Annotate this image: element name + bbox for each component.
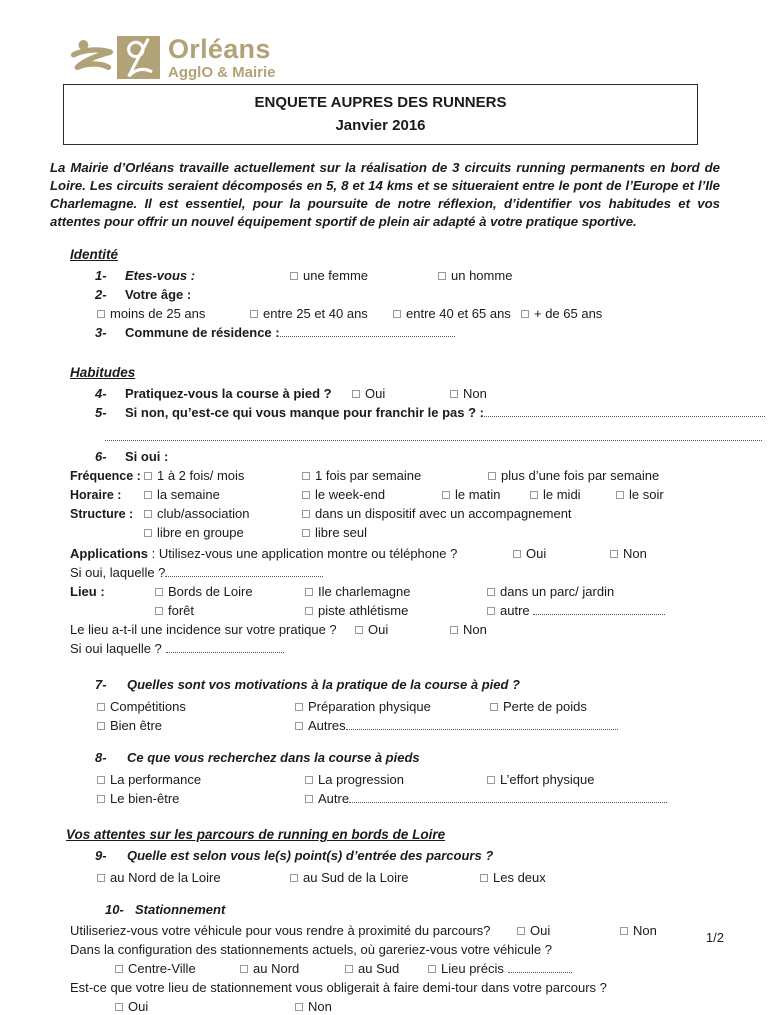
checkbox-competitions[interactable] (97, 703, 105, 711)
option-la-progression: La progression (305, 772, 487, 788)
option-parc-jardin: dans un parc/ jardin (487, 584, 614, 600)
checkbox-incidence-oui[interactable] (355, 626, 363, 634)
answer-line-application[interactable] (165, 567, 323, 577)
option-incidence-non: Non (450, 622, 487, 638)
option-25-40: entre 25 et 40 ans (250, 306, 393, 322)
checkbox-demitour-oui[interactable] (115, 1003, 123, 1011)
option-ile-charlemagne: Ile charlemagne (305, 584, 487, 600)
option-centre-ville: Centre-Ville (115, 961, 240, 977)
frequence-label: Fréquence : (70, 469, 141, 483)
question-5 (95, 405, 720, 421)
question-4 (95, 386, 720, 402)
option-vehicule-non: Non (620, 923, 657, 939)
agglo-swoosh-icon (70, 36, 113, 79)
checkbox-au-nord[interactable] (240, 965, 248, 973)
checkbox-incidence-non[interactable] (450, 626, 458, 634)
checkbox-libre-seul[interactable] (302, 529, 310, 537)
question-8 (95, 750, 720, 766)
option-lieu-precis: Lieu précis (428, 961, 572, 977)
checkbox-sud-loire[interactable] (290, 874, 298, 882)
checkbox-la-performance[interactable] (97, 776, 105, 784)
question-8-options-1 (97, 772, 720, 788)
question-number: 6- (95, 449, 107, 464)
option-une-femme: une femme (290, 268, 438, 284)
title-box (63, 84, 698, 145)
option-bien-etre: Bien être (97, 718, 295, 734)
option-plus-65: + de 65 ans (521, 306, 602, 322)
option-incidence-oui: Oui (355, 622, 450, 638)
option-au-sud: au Sud (345, 961, 428, 977)
checkbox-vehicule-oui[interactable] (517, 927, 525, 935)
checkbox-25-40[interactable] (250, 310, 258, 318)
option-plus-1-fois-semaine: plus d’une fois par semaine (488, 468, 659, 484)
checkbox-lieu-precis[interactable] (428, 965, 436, 973)
incidence-question: Le lieu a-t-il une incidence sur votre pratique ? (70, 622, 337, 637)
option-libre-groupe: libre en groupe (144, 525, 302, 541)
checkbox-app-non[interactable] (610, 550, 618, 558)
option-autre-lieu: autre (487, 603, 665, 619)
checkbox-moins-25[interactable] (97, 310, 105, 318)
option-dispositif: dans un dispositif avec un accompagnement (302, 506, 572, 522)
applications-followup (70, 565, 720, 581)
checkbox-le-bien-etre[interactable] (97, 795, 105, 803)
checkbox-bien-etre[interactable] (97, 722, 105, 730)
demitour-question-row (70, 980, 720, 996)
question-label: Stationnement (135, 902, 226, 917)
option-demitour-oui: Oui (115, 999, 295, 1015)
question-7-options-2 (97, 718, 720, 734)
horaire-label: Horaire : (70, 488, 122, 502)
applications-row (70, 546, 720, 562)
checkbox-au-sud[interactable] (345, 965, 353, 973)
question-1 (95, 268, 720, 284)
checkbox-preparation-physique[interactable] (295, 703, 303, 711)
checkbox-le-midi[interactable] (530, 491, 538, 499)
structure-label: Structure : (70, 507, 134, 521)
checkbox-ile-charlemagne[interactable] (305, 588, 313, 596)
option-bords-de-loire: Bords de Loire (155, 584, 305, 600)
survey-title: ENQUETE AUPRES DES RUNNERS (254, 94, 507, 111)
option-oui: Oui (352, 386, 450, 402)
checkbox-plus-65[interactable] (521, 310, 529, 318)
horaire-row (70, 487, 720, 503)
answer-line-autres-motivations[interactable] (346, 720, 618, 730)
option-au-nord: au Nord (240, 961, 345, 977)
demitour-question: Est-ce que votre lieu de stationnement vous obligerait à faire demi-tour dans votre parcours ? (70, 980, 607, 995)
vehicule-row (70, 923, 720, 939)
checkbox-nord-loire[interactable] (97, 874, 105, 882)
question-label: Si non, qu’est-ce qui vous manque pour franchir le pas ? : (125, 405, 484, 420)
structure-row-1 (70, 506, 720, 522)
question-number: 5- (95, 405, 107, 420)
checkbox-autre-lieu[interactable] (487, 607, 495, 615)
checkbox-vehicule-non[interactable] (620, 927, 628, 935)
structure-row-2 (70, 525, 720, 541)
option-la-performance: La performance (97, 772, 305, 788)
option-la-semaine: la semaine (144, 487, 302, 503)
checkbox-perte-de-poids[interactable] (490, 703, 498, 711)
option-vehicule-oui: Oui (517, 923, 620, 939)
option-le-midi: le midi (530, 487, 616, 503)
option-nord-loire: au Nord de la Loire (97, 870, 290, 886)
option-moins-25: moins de 25 ans (97, 306, 250, 322)
checkbox-un-homme[interactable] (438, 272, 446, 280)
question-3 (95, 325, 720, 341)
config-question: Dans la configuration des stationnements actuels, où gareriez-vous votre véhicule ? (70, 942, 552, 957)
answer-line-franchir[interactable] (484, 407, 765, 417)
question-10 (105, 902, 720, 918)
option-un-homme: un homme (438, 268, 512, 284)
followup-label: Si oui, laquelle ? (70, 565, 166, 580)
answer-line-commune[interactable] (280, 327, 455, 337)
incidence-followup (70, 641, 720, 657)
checkbox-les-deux[interactable] (480, 874, 488, 882)
applications-question: Applications : Utilisez-vous une application montre ou téléphone ? (70, 546, 458, 561)
option-sud-loire: au Sud de la Loire (290, 870, 480, 886)
question-number: 8- (95, 750, 107, 765)
option-demitour-non: Non (295, 999, 332, 1015)
option-competitions: Compétitions (97, 699, 295, 715)
logo-text (168, 36, 276, 80)
checkbox-une-femme[interactable] (290, 272, 298, 280)
checkbox-libre-groupe[interactable] (144, 529, 152, 537)
checkbox-effort-physique[interactable] (487, 776, 495, 784)
section-heading-identite: Identité (70, 247, 119, 262)
lieu-row-1 (70, 584, 720, 600)
question-7-options-1 (97, 699, 720, 715)
question-number: 10- (105, 902, 124, 917)
vehicule-question: Utiliseriez-vous votre véhicule pour vous rendre à proximité du parcours? (70, 923, 491, 938)
answer-line-franchir-2[interactable] (105, 431, 762, 441)
header-logo (70, 36, 720, 80)
option-autre-recherche: Autre (305, 791, 667, 807)
question-number: 9- (95, 848, 107, 863)
option-le-soir: le soir (616, 487, 664, 503)
question-number: 2- (95, 287, 107, 302)
demitour-options (115, 999, 720, 1015)
checkbox-la-semaine[interactable] (144, 491, 152, 499)
checkbox-week-end[interactable] (302, 491, 310, 499)
section-heading-habitudes: Habitudes (70, 365, 136, 380)
checkbox-app-oui[interactable] (513, 550, 521, 558)
question-label: Pratiquez-vous la course à pied ? (125, 386, 332, 401)
option-le-matin: le matin (442, 487, 530, 503)
intro-paragraph: La Mairie d’Orléans travaille actuellement sur la réalisation de 3 circuits running permanents en bord de Loire. Les circuits seraient décomposés en 5, 8 et 14 kms et se situeraient entre le pont de l’Europe et l’Ile Charlemagne. Il est essentiel, pour la poursuite de notre réflexion, d’identifier vos habitudes et vos attentes pour offrir un nouvel équipement sportif de plein air adapté à votre pratique sportive. (50, 160, 720, 229)
checkbox-club-association[interactable] (144, 510, 152, 518)
option-week-end: le week-end (302, 487, 442, 503)
option-club-association: club/association (144, 506, 302, 522)
logo-name: Orléans (168, 34, 271, 64)
checkbox-plus-1-fois-semaine[interactable] (488, 472, 496, 480)
frequence-row (70, 468, 720, 484)
option-40-65: entre 40 et 65 ans (393, 306, 521, 322)
option-effort-physique: L’effort physique (487, 772, 594, 788)
checkbox-piste-athletisme[interactable] (305, 607, 313, 615)
checkbox-dispositif[interactable] (302, 510, 310, 518)
followup-label: Si oui laquelle ? (70, 641, 162, 656)
option-1-2-fois-mois: 1 à 2 fois/ mois (144, 468, 302, 484)
option-foret: forêt (155, 603, 305, 619)
option-autres-motivations: Autres (295, 718, 618, 734)
checkbox-le-soir[interactable] (616, 491, 624, 499)
option-les-deux: Les deux (480, 870, 546, 886)
lieu-label: Lieu : (70, 584, 105, 599)
question-label: Si oui : (125, 449, 169, 464)
checkbox-la-progression[interactable] (305, 776, 313, 784)
option-piste-athletisme: piste athlétisme (305, 603, 487, 619)
question-label: Votre âge : (125, 287, 192, 302)
question-number: 4- (95, 386, 107, 401)
mairie-figure-icon (117, 36, 160, 79)
question-6 (95, 449, 720, 465)
question-number: 1- (95, 268, 107, 283)
option-libre-seul: libre seul (302, 525, 367, 541)
option-1-fois-semaine: 1 fois par semaine (302, 468, 488, 484)
survey-date: Janvier 2016 (335, 117, 426, 134)
checkbox-demitour-non[interactable] (295, 1003, 303, 1011)
option-preparation-physique: Préparation physique (295, 699, 490, 715)
question-number: 3- (95, 325, 107, 340)
checkbox-40-65[interactable] (393, 310, 401, 318)
config-options (115, 961, 720, 977)
incidence-row (70, 622, 720, 638)
question-label: Quelles sont vos motivations à la pratique de la course à pied ? (127, 677, 520, 692)
option-app-non: Non (610, 546, 647, 562)
question-9 (95, 848, 720, 864)
checkbox-parc-jardin[interactable] (487, 588, 495, 596)
option-non: Non (450, 386, 487, 402)
question-8-options-2 (97, 791, 720, 807)
section-heading-attentes: Vos attentes sur les parcours de running en bords de Loire (66, 827, 446, 842)
checkbox-1-fois-semaine[interactable] (302, 472, 310, 480)
checkbox-non[interactable] (450, 390, 458, 398)
checkbox-le-matin[interactable] (442, 491, 450, 499)
question-label: Ce que vous recherchez dans la course à pieds (127, 750, 420, 765)
checkbox-autres-motivations[interactable] (295, 722, 303, 730)
checkbox-1-2-fois-mois[interactable] (144, 472, 152, 480)
page-number: 1/2 (705, 930, 724, 945)
option-le-bien-etre: Le bien-être (97, 791, 305, 807)
question-9-options (97, 870, 720, 886)
checkbox-autre-recherche[interactable] (305, 795, 313, 803)
checkbox-centre-ville[interactable] (115, 965, 123, 973)
checkbox-oui[interactable] (352, 390, 360, 398)
answer-line-incidence[interactable] (166, 643, 284, 653)
option-app-oui: Oui (513, 546, 610, 562)
logo-subtitle: AgglO & Mairie (168, 64, 276, 81)
answer-line-lieu-precis[interactable] (508, 963, 572, 973)
answer-line-autre-recherche[interactable] (349, 793, 667, 803)
question-number: 7- (95, 677, 107, 692)
question-5-continuation (105, 431, 720, 441)
question-label: Commune de résidence : (125, 325, 280, 340)
question-7 (95, 677, 720, 693)
option-perte-de-poids: Perte de poids (490, 699, 587, 715)
question-2 (95, 287, 720, 303)
question-2-options (97, 306, 720, 322)
config-question-row (70, 942, 720, 958)
question-label: Etes-vous : (125, 268, 196, 283)
checkbox-foret[interactable] (155, 607, 163, 615)
lieu-row-2 (70, 603, 720, 619)
answer-line-autre-lieu[interactable] (533, 605, 665, 615)
checkbox-bords-de-loire[interactable] (155, 588, 163, 596)
question-label: Quelle est selon vous le(s) point(s) d’entrée des parcours ? (127, 848, 494, 863)
